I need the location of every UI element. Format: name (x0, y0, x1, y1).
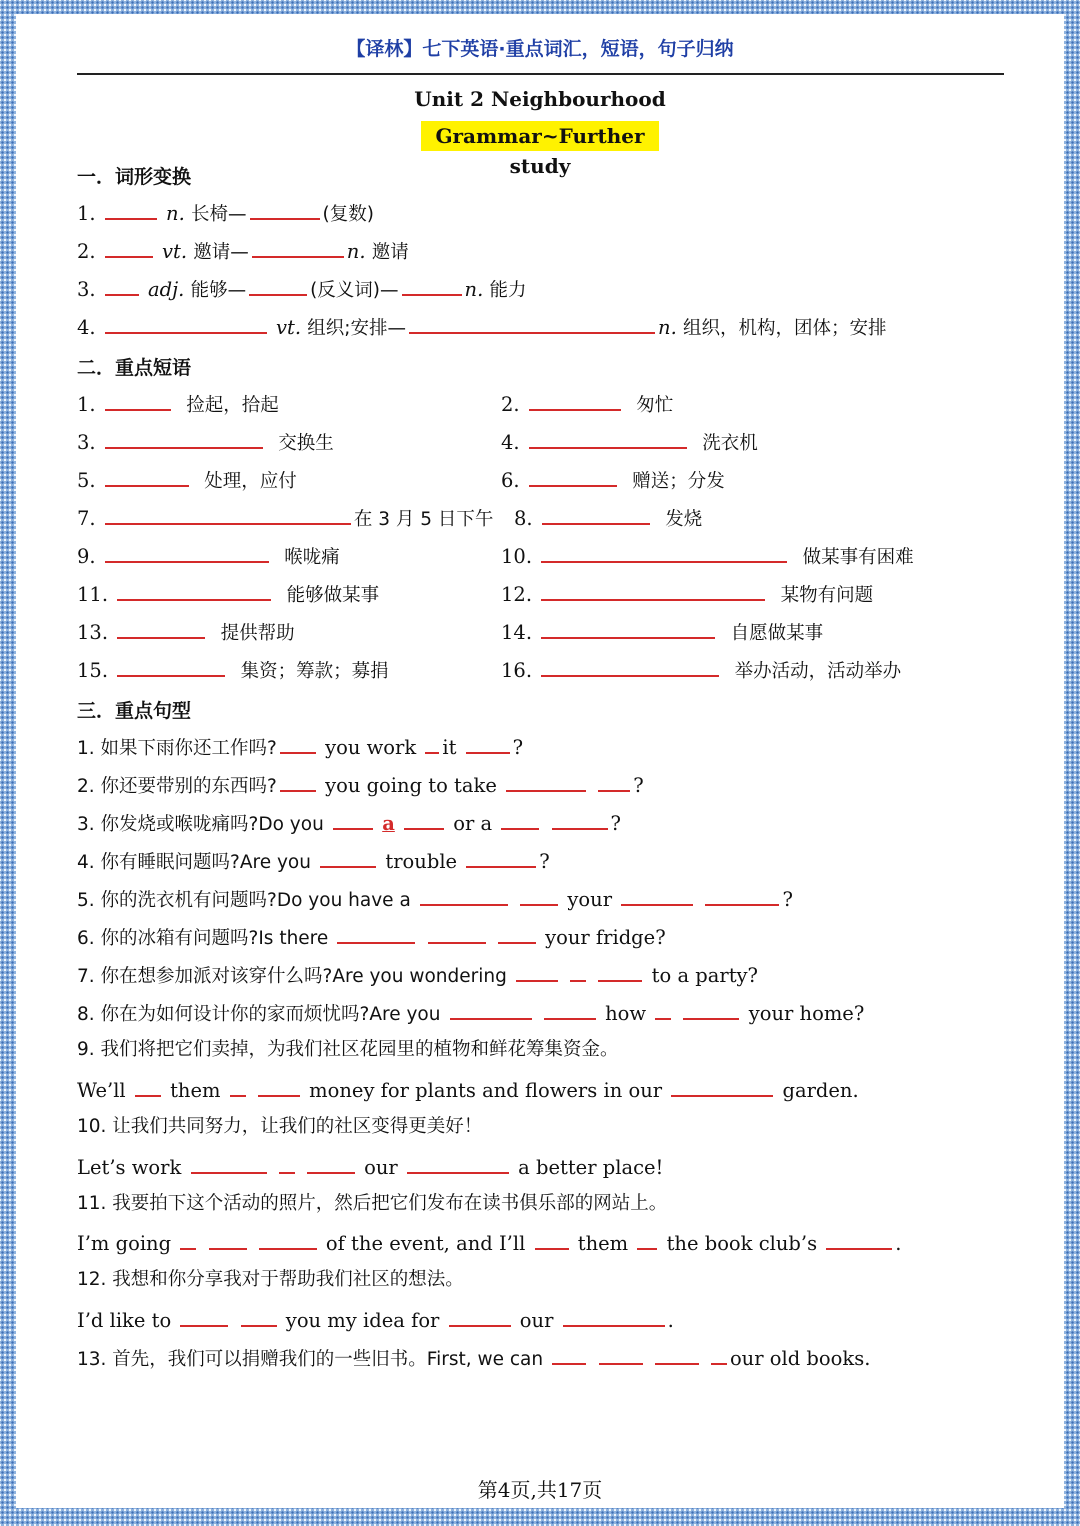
sentence-text: ? (539, 850, 550, 873)
vocab-note: (复数) (322, 204, 374, 225)
answer-blank[interactable] (105, 505, 351, 525)
phrase-meaning: 提供帮助 (220, 623, 295, 644)
sentence-8 (77, 1000, 864, 1027)
answer-blank[interactable] (520, 886, 558, 906)
phrase-num: 9. (77, 545, 96, 568)
phrase-item (501, 581, 873, 608)
answer-blank[interactable] (541, 619, 715, 639)
answer-blank[interactable] (320, 848, 376, 868)
sentence-4 (77, 848, 550, 875)
vocab-num: 1. (77, 202, 96, 225)
answer-blank[interactable] (529, 429, 687, 449)
phrase-item (77, 619, 295, 646)
answer-blank[interactable] (598, 962, 642, 982)
vocab-note: 能力 (489, 280, 527, 301)
sentence-text: how (605, 1002, 647, 1025)
sentence-text: you going to take (325, 774, 497, 797)
subtitle-highlight: Grammar~Further study (421, 121, 659, 151)
part-of-speech: n. (346, 240, 366, 263)
sentence-10-answer (77, 1154, 663, 1180)
answer-blank[interactable] (117, 619, 205, 639)
sentence-text: of the event, and I’ll (325, 1232, 526, 1255)
sentence-prompt: 5. 你的洗衣机有问题吗?Do you have a (77, 890, 411, 911)
phrase-meaning: 喉咙痛 (284, 547, 340, 568)
phrase-item (77, 467, 297, 494)
answer-blank[interactable] (307, 1154, 355, 1174)
phrase-item (77, 581, 379, 608)
answer-blank[interactable] (280, 734, 316, 754)
answer-blank[interactable] (191, 1154, 267, 1174)
sentence-text: trouble (385, 850, 458, 873)
answer-blank[interactable] (402, 276, 462, 296)
phrase-num: 2. (501, 393, 520, 416)
phrase-item (501, 543, 914, 570)
filled-answer: a (382, 812, 395, 835)
sentence-5 (77, 886, 793, 913)
sentence-2 (77, 772, 644, 799)
answer-blank[interactable] (258, 1077, 300, 1097)
sentence-text: you my idea for (285, 1309, 440, 1332)
answer-blank[interactable] (105, 276, 139, 296)
answer-blank[interactable] (105, 543, 269, 563)
part-of-speech: vt. (162, 240, 188, 263)
answer-blank[interactable] (450, 1000, 532, 1020)
phrase-num: 5. (77, 469, 96, 492)
answer-blank[interactable] (544, 1000, 596, 1020)
sentence-prompt: 1. 如果下雨你还工作吗? (77, 738, 277, 759)
answer-blank[interactable] (105, 391, 171, 411)
answer-blank[interactable] (105, 238, 153, 258)
part-of-speech: n. (658, 316, 677, 339)
vocab-row-1 (77, 200, 374, 227)
phrase-meaning: 在 3 月 5 日下午 (353, 509, 494, 530)
sentence-text: you work (325, 736, 417, 759)
phrase-item (501, 657, 901, 684)
answer-blank[interactable] (552, 1345, 586, 1365)
answer-blank[interactable] (135, 1077, 161, 1097)
sentence-text: ? (633, 774, 644, 797)
phrase-meaning: 赠送；分发 (632, 471, 725, 492)
answer-blank[interactable] (466, 848, 536, 868)
vocab-row-2 (77, 238, 409, 265)
sentence-text: your fridge? (545, 926, 666, 949)
phrase-meaning: 能够做某事 (286, 585, 380, 606)
header-divider (77, 73, 1004, 75)
phrase-num: 3. (77, 431, 96, 454)
answer-blank[interactable] (598, 772, 630, 792)
phrase-item (77, 391, 279, 418)
sentence-prompt: 6. 你的冰箱有问题吗?Is there (77, 928, 329, 949)
answer-blank[interactable] (279, 1154, 295, 1174)
answer-blank[interactable] (420, 886, 508, 906)
sentence-text: . (895, 1232, 902, 1255)
answer-blank[interactable] (655, 1000, 671, 1020)
section2-heading: 二．重点短语 (77, 357, 192, 379)
answer-blank[interactable] (621, 886, 693, 906)
sentence-13 (77, 1345, 870, 1372)
answer-blank[interactable] (428, 924, 486, 944)
phrase-num: 13. (77, 621, 109, 644)
phrase-num: 15. (77, 659, 109, 682)
phrase-item (77, 505, 493, 532)
phrase-meaning: 处理，应付 (204, 471, 297, 492)
phrase-meaning: 做某事有困难 (802, 547, 914, 568)
sentence-text: ? (512, 736, 524, 759)
phrase-meaning: 洗衣机 (702, 433, 758, 454)
sentence-text: it (442, 736, 457, 759)
phrase-item (77, 657, 389, 684)
answer-blank[interactable] (705, 886, 779, 906)
sentence-text: to a party? (651, 964, 759, 987)
phrase-num: 7. (77, 507, 96, 530)
answer-blank[interactable] (683, 1000, 739, 1020)
answer-blank[interactable] (542, 505, 650, 525)
answer-blank[interactable] (409, 314, 655, 334)
sentence-text: them (577, 1232, 629, 1255)
sentence-text: them (170, 1079, 221, 1102)
answer-blank[interactable] (241, 1307, 277, 1327)
answer-blank[interactable] (105, 429, 263, 449)
vocab-note: (反义词)— (310, 280, 399, 301)
answer-blank[interactable] (250, 200, 320, 220)
vocab-num: 3. (77, 278, 96, 301)
sentence-9-answer (77, 1077, 859, 1103)
answer-blank[interactable] (117, 581, 271, 601)
sentence-11-answer (77, 1230, 902, 1256)
section1-heading: 一．词形变换 (77, 166, 192, 188)
sentence-text: ? (782, 888, 793, 911)
answer-blank[interactable] (541, 581, 765, 601)
sentence-prompt: 7. 你在想参加派对该穿什么吗?Are you wondering (77, 966, 507, 987)
phrase-meaning: 捡起，拾起 (186, 395, 279, 416)
answer-blank[interactable] (230, 1077, 246, 1097)
phrase-num: 10. (501, 545, 533, 568)
sentence-prompt: 4. 你有睡眠问题吗?Are you (77, 852, 311, 873)
sentence-11-prompt: 11. 我要拍下这个活动的照片，然后把它们发布在读书俱乐部的网站上。 (77, 1193, 668, 1214)
sentence-6 (77, 924, 666, 951)
phrase-meaning: 交换生 (278, 433, 334, 454)
part-of-speech: n. (166, 202, 185, 225)
phrase-num: 8. (514, 507, 533, 530)
sentence-text: Let’s work (77, 1156, 182, 1179)
vocab-num: 2. (77, 240, 96, 263)
answer-blank[interactable] (449, 1307, 511, 1327)
sentence-text: I’m going (77, 1232, 172, 1255)
phrase-meaning: 发烧 (665, 509, 703, 530)
answer-blank[interactable] (552, 810, 608, 830)
sentence-text: I’d like to (77, 1309, 172, 1332)
sentence-text: our (364, 1156, 398, 1179)
answer-blank[interactable] (535, 1230, 569, 1250)
vocab-note: 邀请 (371, 242, 409, 263)
answer-blank[interactable] (501, 810, 539, 830)
sentence-text: our (519, 1309, 554, 1332)
phrase-num: 6. (501, 469, 520, 492)
answer-blank[interactable] (516, 962, 558, 982)
part-of-speech: adj. (148, 278, 185, 301)
answer-blank[interactable] (541, 543, 787, 563)
sentence-12-answer (77, 1307, 674, 1333)
sentence-text: a better place! (518, 1156, 664, 1179)
sentence-prompt: 3. 你发烧或喉咙痛吗?Do you (77, 814, 324, 835)
sentence-prompt: 13. 首先，我们可以捐赠我们的一些旧书。First, we can (77, 1349, 544, 1370)
answer-blank[interactable] (280, 772, 316, 792)
sentence-prompt: 8. 你在为如何设计你的家而烦忧吗?Are you (77, 1004, 441, 1025)
phrase-num: 14. (501, 621, 533, 644)
answer-blank[interactable] (563, 1307, 665, 1327)
answer-blank[interactable] (655, 1345, 699, 1365)
sentence-9-prompt: 9. 我们将把它们卖掉，为我们社区花园里的植物和鲜花筹集资金。 (77, 1039, 619, 1060)
sentence-prompt: 2. 你还要带别的东西吗? (77, 776, 277, 797)
sentence-text: or a (453, 812, 493, 835)
answer-blank[interactable] (498, 924, 536, 944)
part-of-speech: vt. (276, 316, 302, 339)
page-header-title: 【译林】七下英语·重点词汇，短语，句子归纳 (346, 38, 734, 60)
answer-blank[interactable] (209, 1230, 247, 1250)
vocab-row-3 (77, 276, 527, 303)
phrase-meaning: 自愿做某事 (730, 623, 824, 644)
answer-blank[interactable] (117, 657, 225, 677)
phrase-item (501, 619, 823, 646)
sentence-text: . (667, 1309, 674, 1332)
vocab-meaning: 长椅— (190, 204, 247, 225)
phrase-num: 1. (77, 393, 96, 416)
vocab-row-4 (77, 314, 887, 341)
vocab-meaning: 组织;安排— (307, 318, 407, 339)
sentence-text: your home? (748, 1002, 865, 1025)
answer-blank[interactable] (529, 467, 617, 487)
answer-blank[interactable] (252, 238, 344, 258)
phrase-num: 16. (501, 659, 533, 682)
answer-blank[interactable] (570, 962, 586, 982)
answer-blank[interactable] (541, 657, 719, 677)
answer-blank[interactable] (404, 810, 444, 830)
answer-blank[interactable] (105, 200, 157, 220)
answer-blank[interactable] (711, 1345, 727, 1365)
phrase-meaning: 举办活动，活动举办 (734, 661, 902, 682)
answer-blank[interactable] (249, 276, 307, 296)
part-of-speech: n. (464, 278, 484, 301)
answer-blank[interactable] (259, 1230, 317, 1250)
vocab-meaning: 能够— (190, 280, 247, 301)
phrase-item (514, 505, 702, 532)
answer-blank[interactable] (407, 1154, 509, 1174)
answer-blank[interactable] (337, 924, 415, 944)
sentence-text: ? (610, 812, 622, 835)
sentence-text: garden. (782, 1079, 859, 1102)
sentence-text: our old books. (729, 1347, 871, 1370)
answer-blank[interactable] (425, 734, 439, 754)
sentence-3 (77, 810, 621, 837)
phrase-item (77, 543, 340, 570)
sentence-1 (77, 734, 523, 761)
phrase-num: 11. (77, 583, 109, 606)
phrase-item (501, 391, 673, 418)
phrase-item (77, 429, 334, 456)
phrase-meaning: 某物有问题 (780, 585, 874, 606)
unit-title: Unit 2 Neighbourhood (414, 87, 666, 111)
sentence-text: money for plants and flowers in our (309, 1079, 663, 1102)
document-page (16, 14, 1064, 1508)
phrase-item (501, 429, 758, 456)
sentence-text: We’ll (77, 1079, 126, 1102)
sentence-text: the book club’s (666, 1232, 818, 1255)
answer-blank[interactable] (599, 1345, 643, 1365)
page-footer: 第4页,共17页 (477, 1478, 603, 1502)
phrase-num: 4. (501, 431, 520, 454)
answer-blank[interactable] (529, 391, 621, 411)
answer-blank[interactable] (180, 1230, 196, 1250)
answer-blank[interactable] (105, 314, 267, 334)
sentence-10-prompt: 10. 让我们共同努力，让我们的社区变得更美好！ (77, 1116, 483, 1137)
answer-blank[interactable] (637, 1230, 657, 1250)
sentence-12-prompt: 12. 我想和你分享我对于帮助我们社区的想法。 (77, 1269, 464, 1290)
phrase-meaning: 集资；筹款；募捐 (240, 661, 389, 682)
answer-blank[interactable] (826, 1230, 892, 1250)
answer-blank[interactable] (333, 810, 373, 830)
sentence-7 (77, 962, 758, 989)
answer-blank[interactable] (506, 772, 586, 792)
answer-blank[interactable] (180, 1307, 228, 1327)
sentence-text: your (567, 888, 613, 911)
phrase-meaning: 匆忙 (636, 395, 674, 416)
vocab-note: 组织，机构，团体；安排 (682, 318, 887, 339)
phrase-num: 12. (501, 583, 533, 606)
phrase-item (501, 467, 725, 494)
section3-heading: 三．重点句型 (77, 700, 192, 722)
answer-blank[interactable] (466, 734, 510, 754)
answer-blank[interactable] (671, 1077, 773, 1097)
vocab-meaning: 邀请— (193, 242, 249, 263)
answer-blank[interactable] (105, 467, 189, 487)
vocab-num: 4. (77, 316, 96, 339)
